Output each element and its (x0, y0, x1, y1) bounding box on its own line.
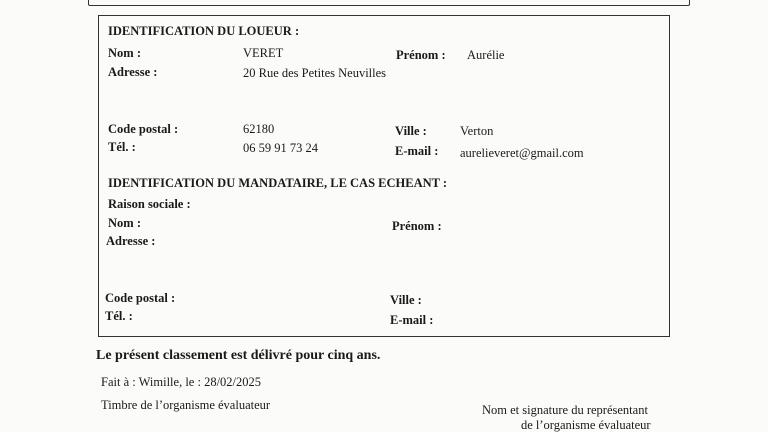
loueur-ville-label: Ville : (395, 124, 427, 138)
mandataire-email-label: E-mail : (390, 313, 434, 327)
loueur-adresse-label: Adresse : (108, 65, 158, 79)
loueur-tel-value: 06 59 91 73 24 (243, 141, 318, 155)
mandataire-raison-label: Raison sociale : (108, 197, 191, 211)
loueur-email-label: E-mail : (395, 144, 439, 158)
fait-a-line: Fait à : Wimille, le : 28/02/2025 (101, 375, 262, 389)
timbre-label: Timbre de l’organisme évaluateur (101, 398, 271, 412)
mandataire-tel-label: Tél. : (105, 309, 133, 323)
loueur-adresse-value: 20 Rue des Petites Neuvilles (243, 66, 387, 80)
mandataire-ville-label: Ville : (390, 293, 422, 307)
mandataire-heading: IDENTIFICATION DU MANDATAIRE, LE CAS ECHEANT : (108, 176, 448, 190)
loueur-email-value: aurelieveret@gmail.com (460, 146, 584, 160)
loueur-nom-value: VERET (243, 46, 284, 60)
loueur-cp-label: Code postal : (108, 122, 179, 136)
signature-label-line2: de l’organisme évaluateur (521, 418, 651, 432)
classement-statement: Le présent classement est délivré pour cinq ans. (96, 348, 381, 363)
mandataire-adresse-label: Adresse : (106, 234, 156, 248)
loueur-tel-label: Tél. : (108, 140, 136, 154)
signature-label-line1: Nom et signature du représentant (482, 403, 648, 417)
loueur-ville-value: Verton (460, 124, 494, 138)
loueur-cp-value: 62180 (243, 122, 275, 136)
mandataire-nom-label: Nom : (108, 216, 141, 230)
previous-section-border (88, 0, 690, 6)
mandataire-prenom-label: Prénom : (392, 219, 442, 233)
mandataire-cp-label: Code postal : (105, 291, 176, 305)
loueur-prenom-label: Prénom : (396, 48, 446, 62)
loueur-nom-label: Nom : (108, 46, 141, 60)
loueur-heading: IDENTIFICATION DU LOUEUR : (108, 24, 300, 38)
loueur-prenom-value: Aurélie (467, 48, 505, 62)
